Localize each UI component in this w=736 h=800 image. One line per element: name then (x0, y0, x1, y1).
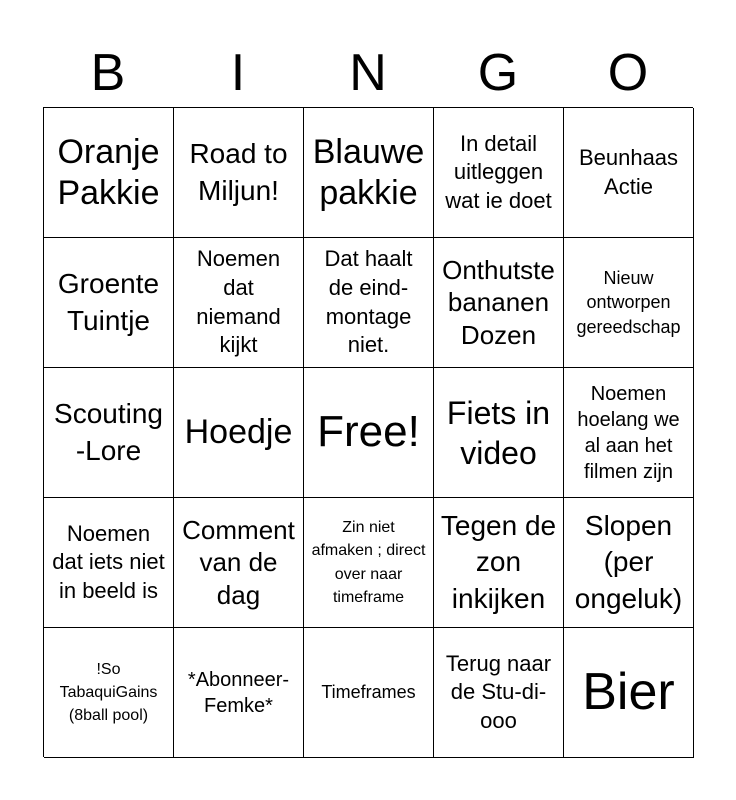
bingo-cell[interactable]: Fiets in video (434, 368, 564, 498)
bingo-cell[interactable]: Bier (564, 628, 694, 758)
header-letter-o: O (607, 44, 649, 102)
bingo-cell[interactable]: !So TabaquiGains (8ball pool) (44, 628, 174, 758)
header-letter-i: I (230, 44, 246, 102)
bingo-cell[interactable]: Zin niet afmaken ; direct over naar timeframe (304, 498, 434, 628)
header-letter-g: G (477, 44, 519, 102)
header-letter-b: B (90, 44, 126, 102)
bingo-cell[interactable]: *Abonneer- Femke* (174, 628, 304, 758)
bingo-cell[interactable]: Nieuw ontworpen gereedschap (564, 238, 694, 368)
free-space-cell[interactable]: Free! (304, 368, 434, 498)
bingo-cell[interactable]: Dat haalt de eind-montage niet. (304, 238, 434, 368)
bingo-cell[interactable]: Beunhaas Actie (564, 108, 694, 238)
bingo-cell[interactable]: Oranje Pakkie (44, 108, 174, 238)
bingo-board (43, 107, 693, 757)
bingo-header (43, 40, 693, 106)
bingo-cell[interactable]: Noemen dat niemand kijkt (174, 238, 304, 368)
bingo-cell[interactable]: Onthutste bananen Dozen (434, 238, 564, 368)
bingo-cell[interactable]: Noemen hoelang we al aan het filmen zijn (564, 368, 694, 498)
bingo-cell[interactable]: Groente Tuintje (44, 238, 174, 368)
bingo-cell[interactable]: Terug naar de Stu-di-ooo (434, 628, 564, 758)
header-letter-n: N (349, 44, 387, 102)
bingo-cell[interactable]: Tegen de zon inkijken (434, 498, 564, 628)
bingo-cell[interactable]: Noemen dat iets niet in beeld is (44, 498, 174, 628)
bingo-cell[interactable]: Scouting -Lore (44, 368, 174, 498)
bingo-cell[interactable]: Slopen (per ongeluk) (564, 498, 694, 628)
bingo-cell[interactable]: In detail uitleggen wat ie doet (434, 108, 564, 238)
bingo-cell[interactable]: Timeframes (304, 628, 434, 758)
bingo-cell[interactable]: Hoedje (174, 368, 304, 498)
bingo-cell[interactable]: Comment van de dag (174, 498, 304, 628)
bingo-cell[interactable]: Road to Miljun! (174, 108, 304, 238)
bingo-cell[interactable]: Blauwe pakkie (304, 108, 434, 238)
